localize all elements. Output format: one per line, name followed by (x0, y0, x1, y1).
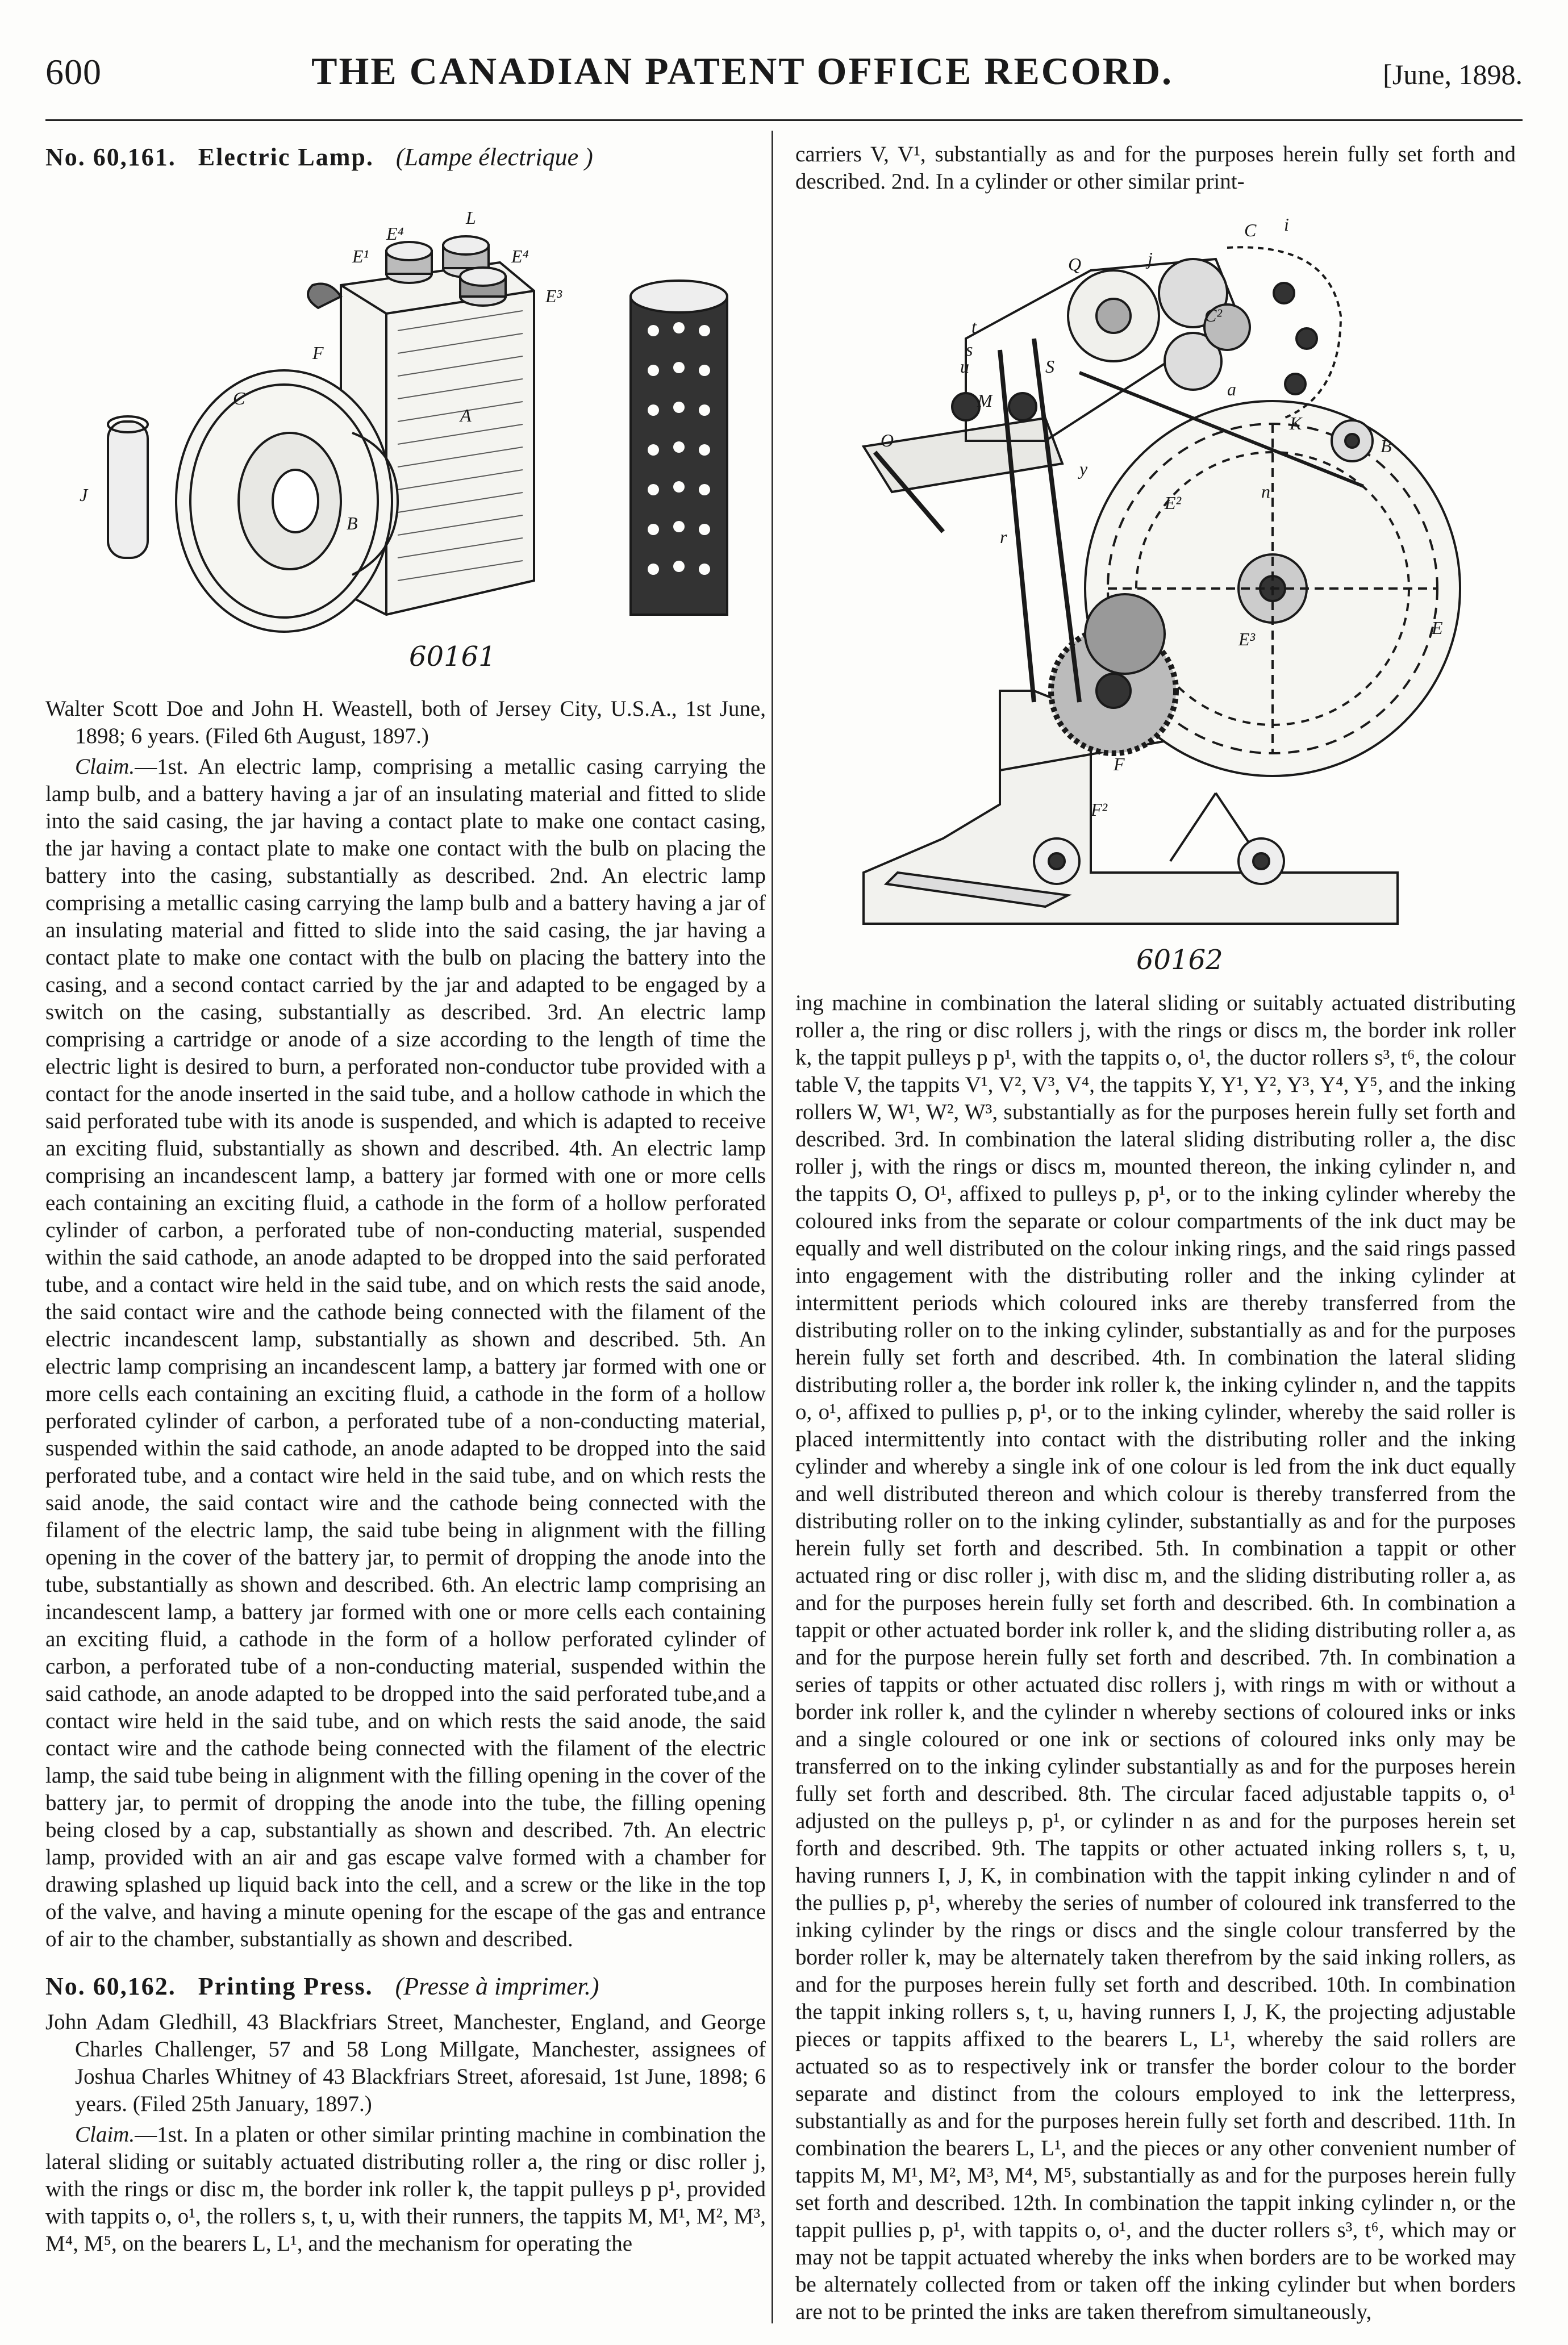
printing-press-figure (795, 202, 1516, 980)
patent-french-title: (Lampe électrique ) (395, 143, 593, 171)
claims-continued: ing machine in combination the lateral sliding or suitably actuated distributing roller a, the ring or disc rollers j, with the rings or discs m, the border ink roller k, the tappit pulleys p p¹, with the tappits o, o¹, the ductor rollers s³, t⁶, the colour table V, the tappits V¹, V², V³, V⁴, the tappits Y, Y¹, Y², Y³, Y⁴, Y⁵, and the inking rollers W, W¹, W², W³, substantially as for the purposes herein fully set forth and described. 3rd. In combination the lateral sliding distributing roller a, the disc roller j, with the rings or discs m, mounted thereon, the inking cylinder n, and the tappits O, O¹, affixed to pulleys p, p¹, or to the inking cylinder whereby the coloured inks from the separate or colour compartments of the ink duct may be equally and well distributed on the colour inking rings, and the said rings passed into engagement with the distributing roller and the inking cylinder at intermittent periods which coloured inks are thereby transferred from the distributing roller on to the inking cylinder, substantially as and for the purposes herein fully set forth and described. 4th. In combination the lateral sliding distributing roller a, the border ink roller k, the inking cylinder n, and the tappits o, o¹, affixed to pullies p, p¹, or to the inking cylinder, whereby the said roller is placed intermittently into contact with the distributing roller and the inking cylinder and whereby a single ink of one colour is led from the ink duct equally and well distributed thereon and which colour is thereby transferred from the distributing roller on to the inking cylinder, substantially as and for the purposes herein fully set forth and described. 5th. In combination a tappit or other actuated ring or disc roller j, with disc m, and the sliding distributing roller a, as and for the purposes herein fully set forth and described. 6th. In combination a tappit or other actuated border ink roller k, and the sliding distributing roller a, as and for the purpose herein fully set forth and described. 7th. In combination a series of tappits or other actuated disc rollers j, with rings m with or without a border ink roller k, and the cylinder n whereby sections of coloured inks or inks and a single coloured or one ink or sections of coloured inks only may be transferred on to the inking cylinder substantially as and for the purposes herein fully set forth and described. 8th. The circular faced adjustable tappits o, o¹ adjusted on the pulleys p, p¹, or cylinder n as and for the purposes herein set forth and described. 9th. The tappits or other actuated inking rollers s, t, u, having runners I, J, K, in combination with the tappit inking cylinder n and of the pullies p, p¹, whereby the series of number of coloured ink transferred to the inking cylinder by the rings or discs and the single colour transferred by the border roller k, may be alternately taken therefrom by the said inking rollers, as and for the purposes herein fully set forth and described. 10th. In combination the tappit inking rollers s, t, u, having runners I, J, K, the projecting adjustable pieces or tappits affixed to the bearers L, L¹, whereby the said rollers are actuated so as to respectively ink or transfer the border colour to the border separate and distinct from the colours employed to ink the letterpress, substantially as and for the purposes herein fully set forth and described. 11th. In combination the bearers L, L¹, and the pieces or any other convenient number of tappits M, M¹, M², M³, M⁴, M⁵, substantially as and for the purposes herein fully set forth and described. 12th. In combination the tappit inking cylinder n, or the tappit pullies p, p¹, with tappits o, o¹, and the ducter rollers s³, t⁶, which may or may not be tappit actuated whereby the inks when borders are to be worked may be alternately collected from or taken off the inking cylinder but when borders are not to be printed the inks are taken therefrom simultaneously, (795, 991, 1516, 2324)
patent-heading-60162 (45, 1970, 766, 2003)
figure-label: E⁴ (511, 246, 529, 266)
figure-label: S (1045, 356, 1054, 377)
page-header (45, 49, 1523, 101)
figure-label: j (1148, 248, 1153, 269)
electric-lamp-figure (45, 183, 766, 683)
claims-text: —1st. An electric lamp, comprising a metallic casing carrying the lamp bulb, and a battery having a jar of an insulating material and fitted to slide into the said casing, the jar having a contact plate to make one contact casing, the jar having a contact plate to make one contact with the bulb on placing the battery into the casing, substantially as described. 2nd. An electric lamp comprising a metallic casing carrying the lamp bulb and a battery having a jar of an insulating material and fitted to slide into the said casing, the jar having a contact plate to make one contact with the bulb on placing the battery into the casing, and a second contact carried by the jar and adapted to be engaged by a switch on the casing, substantially as described. 3rd. An electric lamp comprising a cartridge or anode of a size according to the length of time the electric light is desired to burn, a perforated non-conductor tube provided with a contact for the anode inserted in the said tube, and a hollow cathode in which the said perforated tube with its anode is suspended, and which is adapted to receive an exciting fluid, substantially as shown and described. 4th. An electric lamp comprising an incandescent lamp, a battery jar formed with one or more cells each containing an exciting fluid, a cathode in the form of a hollow perforated cylinder of carbon, a perforated tube of non-conducting material, suspended within the said cathode, an anode adapted to be dropped into the said perforated tube, and a contact wire held in the said tube, and on which rests the said anode, the said contact wire and the cathode being connected with the filament of the electric incandescent lamp, substantially as shown and described. 5th. An electric lamp comprising an incandescent lamp, a battery jar formed with one or more cells each containing an exciting fluid, a cathode in the form of a hollow perforated cylinder of carbon, a perforated tube of a non-conducting material, suspended within the said cathode, an anode adapted to be dropped into the said perforated tube, and a contact wire held in the said tube, and on which rests the said anode, the said contact wire and the cathode being connected with the filament of the electric lamp, the said tube being in alignment with the filling opening in the cover of the battery jar, to permit of dropping the anode into the tube, substantially as shown and described. 6th. An electric lamp comprising an incandescent lamp, a battery jar formed with one or more cells each containing an exciting fluid, a cathode in the form of a hollow perforated cylinder of carbon, a perforated tube of a non-conducting material, suspended within the said cathode, an anode adapted to be dropped into the said perforated tube,and a contact wire held in the said tube, and on which rests the said anode, the said contact wire and the cathode being connected with the filament of the electric lamp, the said tube being in alignment with the filling opening in the cover of the battery jar, to permit of dropping the anode into the tube, the filling opening being closed by a cap, substantially as shown and described. 7th. An electric lamp, provided with an air and gas escape valve formed with a chamber for drawing splashed up liquid back into the cell, and a screw or the like in the top of the valve, and having a minute opening for the escape of the gas and entrance of air to the chamber, substantially as shown and described. (45, 754, 766, 1951)
figure-label: E (1432, 617, 1443, 638)
figure-label: F² (1091, 799, 1108, 820)
figure-label: u (960, 356, 969, 377)
journal-title: THE CANADIAN PATENT OFFICE RECORD. (311, 49, 1174, 93)
claim-label: Claim. (75, 2122, 135, 2147)
column-divider (772, 131, 773, 2323)
figure-label: A (460, 405, 472, 425)
figure-label: K (1290, 413, 1302, 433)
figure-label: Q (1068, 254, 1082, 274)
figure-label: C (233, 388, 245, 408)
figure-label: t (971, 316, 977, 337)
figure-label: E⁴ (386, 223, 404, 244)
patent-heading-60161 (45, 141, 766, 174)
figure-label: a (1227, 379, 1236, 399)
claim-label: Claim. (75, 754, 135, 779)
figure-label: C (1244, 220, 1257, 240)
figure-number: 60162 (1136, 944, 1223, 976)
figure-label: E³ (1238, 629, 1256, 649)
patent-french-title: (Presse à imprimer.) (395, 1972, 599, 2000)
patent-title: Printing Press. (198, 1972, 373, 2000)
figure-label: M (977, 390, 992, 411)
page-number: 600 (45, 52, 102, 92)
figure-label: J (80, 485, 88, 505)
figure-label: E¹ (352, 246, 369, 266)
figure-label: y (1079, 458, 1088, 479)
figure-label: B (1381, 436, 1392, 456)
left-column (45, 141, 766, 2258)
figure-label: F (1114, 754, 1125, 774)
header-rule (45, 119, 1523, 121)
figure-label: E³ (545, 286, 562, 306)
applicant-info: Walter Scott Doe and John H. Weastell, both of Jersey City, U.S.A., 1st June, 1898; 6 years. (Filed 6th August, 1897.) (45, 696, 766, 748)
figure-label: L (466, 207, 476, 228)
figure-number: 60161 (409, 641, 496, 673)
patent-title: Electric Lamp. (198, 143, 374, 171)
right-column (795, 141, 1516, 2326)
figure-label: B (347, 513, 358, 533)
figure-label: r (1000, 527, 1007, 547)
patent-claims (45, 753, 766, 1953)
figure-label: s (966, 339, 973, 360)
figure-label: i (1284, 214, 1289, 235)
issue-date: [June, 1898. (1383, 59, 1523, 90)
figure-label: E² (1165, 493, 1182, 513)
figure-label: F (312, 343, 324, 363)
patent-number: No. 60,162. (45, 1972, 176, 2000)
claims-continued: carriers V, V¹, substantially as and for the purposes herein fully set forth and described. 2nd. In a cylinder or other similar print- (795, 142, 1516, 194)
claims-text: —1st. In a platen or other similar printing machine in combination the lateral sliding or suitably actuated distributing roller a, the ring or disc roller j, with the rings or disc m, the border ink roller k, the tappit pulleys p p¹, provided with tappits o, o¹, the rollers s, t, u, with their runners, the tappits M, M¹, M², M³, M⁴, M⁵, on the bearers L, L¹, and the mechanism for operating the (45, 2122, 766, 2256)
patent-number: No. 60,161. (45, 143, 176, 171)
patent-claims (45, 2121, 766, 2258)
figure-label: n (1261, 481, 1270, 502)
applicant-info: John Adam Gledhill, 43 Blackfriars Street, Manchester, England, and George Charles Challenger, 57 and 58 Long Millgate, Manchester, assignees of Joshua Charles Whitney of 43 Blackfriars Street, aforesaid, 1st June, 1898; 6 years. (Filed 25th January, 1897.) (45, 2010, 766, 2116)
figure-label: C² (1204, 305, 1222, 326)
figure-label: O (881, 430, 894, 450)
